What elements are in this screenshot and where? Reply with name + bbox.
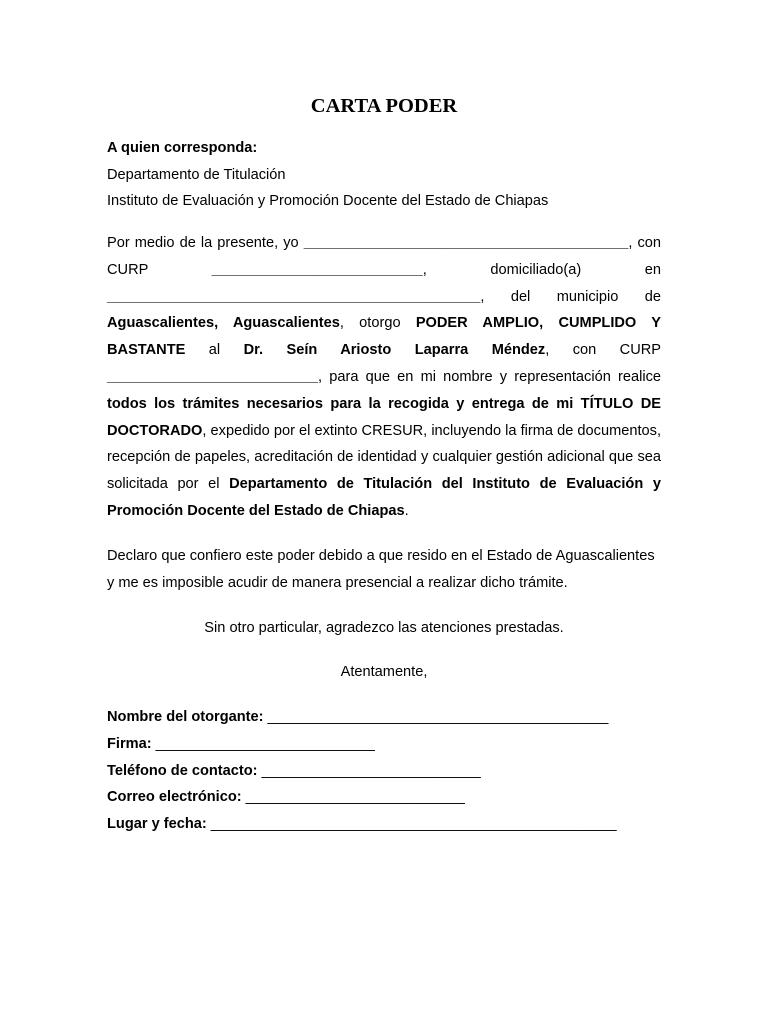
field-lugar-blank: __________________________________________________ xyxy=(206,816,617,833)
body-text-5: , otorgo xyxy=(339,315,416,332)
curp-blank-representative: __________________________ xyxy=(107,368,319,385)
greeting: A quien corresponda: xyxy=(107,140,258,156)
regards-line: Atentamente, xyxy=(340,664,428,680)
body-text-2: , con CURP xyxy=(107,235,662,278)
field-nombre-label: Nombre del otorgante: xyxy=(107,709,264,725)
signature-fields xyxy=(107,704,661,838)
field-telefono-label: Teléfono de contacto: xyxy=(107,762,258,779)
field-correo xyxy=(107,784,661,811)
field-correo-label: Correo electrónico: xyxy=(107,789,242,806)
field-firma xyxy=(107,731,661,758)
field-correo-blank: ___________________________ xyxy=(241,789,465,806)
body-text-4: , del municipio de xyxy=(480,288,661,305)
field-lugar-label: Lugar y fecha: xyxy=(107,816,207,833)
body-text-7: , con CURP xyxy=(545,342,662,359)
field-firma-blank: ___________________________ xyxy=(151,735,375,752)
field-nombre xyxy=(107,704,661,731)
power-of-attorney-paragraph xyxy=(107,230,661,525)
curp-blank-grantor: __________________________ xyxy=(211,261,423,278)
field-firma-label: Firma: xyxy=(107,735,152,752)
poder-bold: PODER AMPLIO, CUMPLIDO Y BASTANTE xyxy=(107,315,661,359)
declaration-paragraph: Declaro que confiero este poder debido a que resido en el Estado de Aguascalientes y me es imposible acudir de manera presencial a realizar dicho trámite. xyxy=(107,548,655,591)
document-title: CARTA PODER xyxy=(310,95,458,117)
body-text-10: . xyxy=(404,502,409,519)
body-text-1: Por medio de la presente, yo xyxy=(107,235,304,251)
department-name: Departamento de Titulación xyxy=(107,166,286,183)
municipio-bold: Aguascalientes, Aguascalientes xyxy=(107,315,340,332)
body-text-9: , expedido por el extinto CRESUR, incluyendo la firma de documentos, recepción de papeles, acreditación de identidad y cualquier gestión adicional que sea solicitada por el xyxy=(107,422,661,493)
body-text-3: , domiciliado(a) en xyxy=(422,261,661,278)
address-blank: ______________________________________________ xyxy=(107,288,481,305)
institute-name: Instituto de Evaluación y Promoción Docente del Estado de Chiapas xyxy=(107,193,549,209)
field-nombre-blank: __________________________________________ xyxy=(263,709,609,725)
departamento-bold: Departamento de Titulación del Instituto de Evaluación y Promoción Docente del Estado de Chiapas xyxy=(107,476,661,519)
field-lugar xyxy=(107,811,661,838)
tramites-bold: todos los trámites necesarios para la recogida y entrega de mi TÍTULO DE DOCTORADO xyxy=(107,395,661,439)
name-blank: ________________________________________ xyxy=(303,235,629,251)
field-telefono-blank: ___________________________ xyxy=(257,762,481,779)
doctor-name-bold: Dr. Seín Ariosto Laparra Méndez xyxy=(243,342,546,359)
closing-line: Sin otro particular, agradezco las atenciones prestadas. xyxy=(204,620,564,636)
body-text-6: al xyxy=(185,342,244,359)
field-telefono xyxy=(107,758,661,785)
addressee-block xyxy=(107,135,661,215)
body-text-8: , para que en mi nombre y representación realice xyxy=(318,368,661,385)
